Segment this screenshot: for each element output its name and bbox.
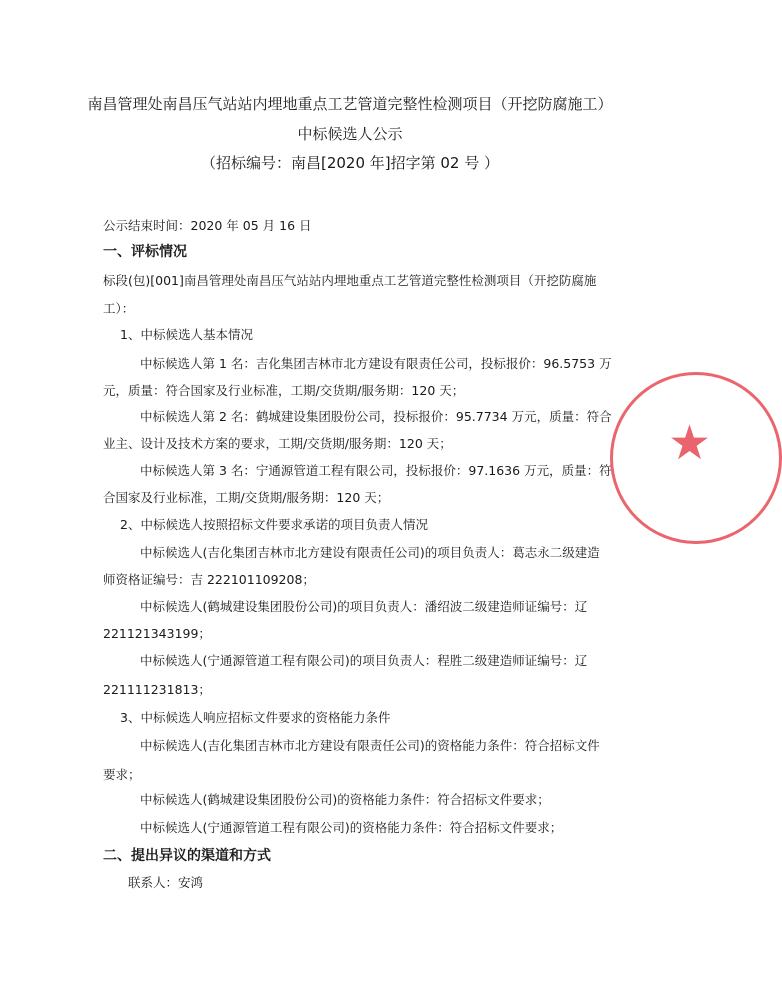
contact-person: 联系人：安鸿 — [128, 875, 204, 890]
candidate3-line-cont: 合国家及行业标准，工期/交货期/服务期：120 天； — [103, 490, 390, 505]
lot-line: 标段(包)[001]南昌管理处南昌压气站站内埋地重点工艺管道完整性检测项目（开挖防腐施 — [103, 273, 597, 288]
tender-number: （招标编号：南昌[2020 年]招字第 02 号 ） — [200, 154, 500, 172]
section2-heading: 二、提出异议的渠道和方式 — [103, 848, 271, 864]
pm1-line: 中标候选人(吉化集团吉林市北方建设有限责任公司)的项目负责人：葛志永二级建造 — [140, 545, 600, 560]
pm2-line-cont: 221121343199； — [103, 626, 211, 641]
qual1-line-cont: 要求； — [103, 767, 141, 782]
candidate2-line-cont: 业主、设计及技术方案的要求，工期/交货期/服务期：120 天； — [103, 436, 452, 451]
subsection1-heading: 1、中标候选人基本情况 — [120, 327, 253, 342]
pm1-line-cont: 师资格证编号：吉 222101109208； — [103, 572, 315, 587]
subsection2-heading: 2、中标候选人按照招标文件要求承诺的项目负责人情况 — [120, 517, 428, 532]
qual2-line: 中标候选人(鹤城建设集团股份公司)的资格能力条件：符合招标文件要求； — [140, 792, 550, 807]
document-title: 南昌管理处南昌压气站站内埋地重点工艺管道完整性检测项目（开挖防腐施工） — [87, 95, 613, 113]
qual1-line: 中标候选人(吉化集团吉林市北方建设有限责任公司)的资格能力条件：符合招标文件 — [140, 738, 600, 753]
pm3-line: 中标候选人(宁通源管道工程有限公司)的项目负责人：程胜二级建造师证编号：辽 — [140, 653, 588, 668]
pm2-line: 中标候选人(鹤城建设集团股份公司)的项目负责人：潘绍波二级建造师证编号：辽 — [140, 599, 588, 614]
section1-heading: 一、评标情况 — [103, 244, 187, 260]
candidate1-line: 中标候选人第 1 名：吉化集团吉林市北方建设有限责任公司，投标报价：96.5753 万 — [140, 356, 612, 371]
pm3-line-cont: 221111231813； — [103, 682, 211, 697]
candidate1-line-cont: 元，质量：符合国家及行业标准，工期/交货期/服务期：120 天； — [103, 383, 465, 398]
lot-line-cont: 工）： — [103, 301, 135, 316]
subsection3-heading: 3、中标候选人响应招标文件要求的资格能力条件 — [120, 710, 391, 725]
document-subtitle: 中标候选人公示 — [297, 125, 403, 143]
seal-star-icon: ★ — [668, 415, 712, 471]
qual3-line: 中标候选人(宁通源管道工程有限公司)的资格能力条件：符合招标文件要求； — [140, 820, 563, 835]
candidate2-line: 中标候选人第 2 名：鹤城建设集团股份公司，投标报价：95.7734 万元，质量：符合 — [140, 409, 612, 424]
notice-end-date: 公示结束时间：2020 年 05 月 16 日 — [103, 218, 312, 233]
candidate3-line: 中标候选人第 3 名：宁通源管道工程有限公司，投标报价：97.1636 万元，质量：符 — [140, 463, 612, 478]
